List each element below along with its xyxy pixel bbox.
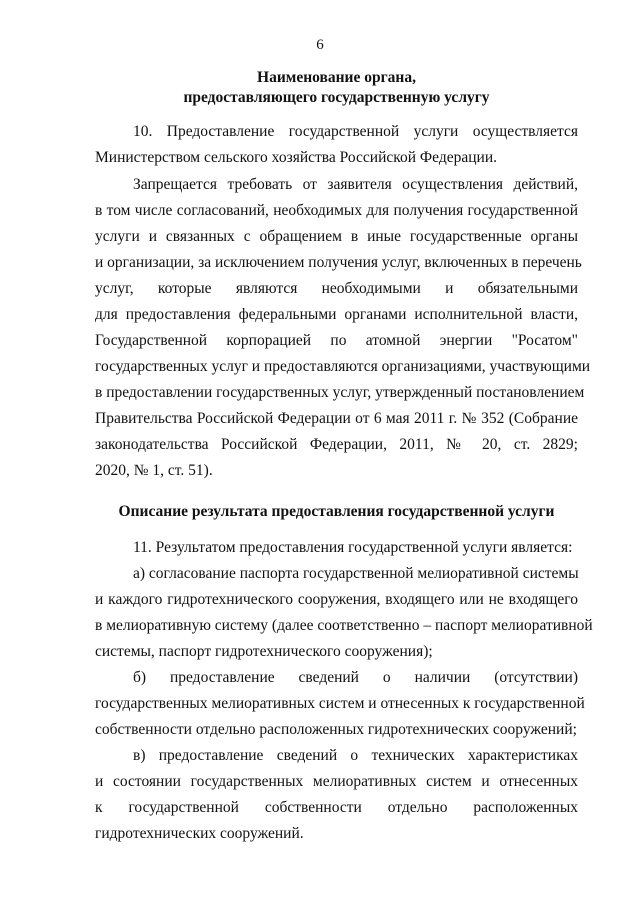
text-line: и каждого гидротехнического сооружения, входящего или не входящего: [95, 591, 578, 608]
text-line: в мелиоративную систему (далее соответственно – паспорт мелиоративной: [95, 617, 593, 634]
text-line: гидротехнических сооружений.: [95, 825, 304, 842]
text-line: законодательства Российской Федерации, 2011, № 20, ст. 2829;: [95, 436, 578, 453]
text-line: Запрещается требовать от заявителя осуществления действий,: [133, 176, 578, 193]
text-line: б) предоставление сведений о наличии (отсутствии): [133, 669, 578, 686]
text-line: услуг, которые являются необходимыми и обязательными: [95, 280, 578, 297]
page-number: 6: [316, 37, 324, 53]
section-heading-result: [95, 502, 578, 522]
text-line: 11. Результатом предоставления государственной услуги является:: [133, 539, 573, 556]
text-line: а) согласование паспорта государственной мелиоративной системы: [133, 565, 579, 582]
heading-line: Описание результата предоставления государственной услуги: [118, 503, 555, 520]
text-line: в том числе согласований, необходимых для получения государственной: [95, 202, 578, 219]
text-line: для предоставления федеральными органами исполнительной власти,: [95, 306, 578, 323]
text-line: в) предоставление сведений о технических характеристиках: [133, 747, 578, 764]
text-line: и организации, за исключением получения услуг, включенных в перечень: [95, 254, 582, 271]
section-heading-authority: [95, 68, 578, 108]
text-line: Правительства Российской Федерации от 6 мая 2011 г. № 352 (Собрание: [95, 410, 578, 427]
text-line: Министерством сельского хозяйства Российской Федерации.: [95, 149, 497, 166]
text-line: и состоянии государственных мелиоративных систем и отнесенных: [95, 773, 578, 790]
text-line: 2020, № 1, ст. 51).: [95, 462, 213, 479]
heading-line: предоставляющего государственную услугу: [183, 89, 490, 106]
text-line: в предоставлении государственных услуг, утвержденный постановлением: [95, 384, 585, 401]
text-line: Государственной корпорацией по атомной энергии "Росатом": [95, 332, 578, 349]
text-line: государственных услуг и предоставляются организациями, участвующими: [95, 358, 591, 375]
text-line: услуги и связанных с обращением в иные государственные органы: [95, 228, 578, 245]
text-line: собственности отдельно расположенных гидротехнических сооружений;: [95, 721, 577, 738]
heading-line: Наименование органа,: [257, 69, 416, 86]
text-line: государственных мелиоративных систем и отнесенных к государственной: [95, 695, 585, 712]
text-line: 10. Предоставление государственной услуги осуществляется: [133, 123, 578, 140]
text-line: к государственной собственности отдельно расположенных: [95, 799, 578, 816]
text-line: системы, паспорт гидротехнического сооружения);: [95, 643, 433, 660]
